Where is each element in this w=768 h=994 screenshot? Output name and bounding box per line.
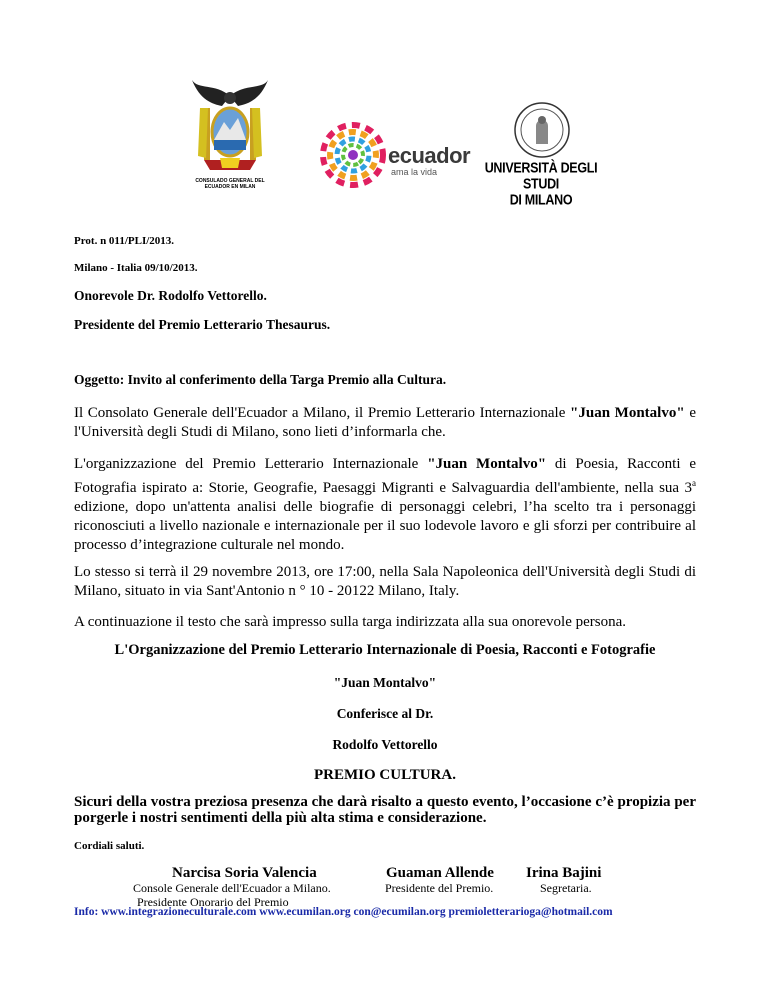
plaque-line-1: L'Organizzazione del Premio Letterario Internazionale di Poesia, Racconti e Fotografie <box>114 642 656 658</box>
plaque-line-4: Rodolfo Vettorello <box>332 737 438 752</box>
ecuador-ama-la-vida-logo <box>318 120 388 190</box>
paragraph-2 <box>74 455 696 555</box>
paragraph-3: Lo stesso si terrà il 29 novembre 2013, ore 17:00, nella Sala Napoleonica dell'Università degli Studi di Milano, situato in via Sant'Antonio n ° 10 - 20122 Milano, Italy. <box>74 564 696 599</box>
coat-of-arms-caption: CONSULADO GENERAL DEL ECUADOR EN MILAN <box>195 178 265 190</box>
signature-name-1: Narcisa Soria Valencia <box>172 865 317 881</box>
signature-role-1b: Presidente Onorario del Premio <box>137 895 289 909</box>
protocol-number: Prot. n 011/PLI/2013. <box>74 235 175 247</box>
signature-role-1: Console Generale dell'Ecuador a Milano. <box>133 881 331 895</box>
university-name-line2: DI MILANO <box>509 192 573 209</box>
paragraph-2-b: di Poesia, Racconti e Fotografia ispirato a: Storie, Geografie, Paesaggi Migranti e Salvaguardia dell'ambiente, nella sua 3 <box>74 456 696 496</box>
closing-greeting: Cordiali saluti. <box>74 840 145 852</box>
paragraph-1-a: Il Consolato Generale dell'Ecuador a Milano, il Premio Letterario Internazionale <box>74 405 571 421</box>
plaque-line-2: "Juan Montalvo" <box>333 675 437 690</box>
ecuador-logo-text: ecuador <box>388 143 471 168</box>
signature-name-3: Irina Bajini <box>526 865 602 881</box>
signature-name-2: Guaman Allende <box>386 865 494 881</box>
paragraph-2-a: L'organizzazione del Premio Letterario Internazionale <box>74 456 428 472</box>
place-date: Milano - Italia 09/10/2013. <box>74 262 198 274</box>
paragraph-1 <box>74 404 696 442</box>
paragraph-2-sup: a <box>692 478 696 488</box>
signature-role-2: Presidente del Premio. <box>385 881 494 895</box>
ecuador-logo-subtitle: ama la vida <box>391 167 438 177</box>
paragraph-2-bold: "Juan Montalvo" <box>427 456 547 472</box>
recipient-title: Presidente del Premio Letterario Thesaurus. <box>74 317 331 332</box>
university-seal-logo <box>512 100 572 160</box>
paragraph-4: A continuazione il testo che sarà impresso sulla targa indirizzata alla sua onorevole persona. <box>74 614 627 630</box>
footer-contact-info: Info: www.integrazioneculturale.com www.ecumilan.org con@ecumilan.org premioletterarioga@hotmail.com <box>74 906 613 918</box>
letter-subject: Oggetto: Invito al conferimento della Targa Premio alla Cultura. <box>74 372 447 387</box>
plaque-line-3: Conferisce al Dr. <box>336 706 434 721</box>
ecuador-coat-of-arms-logo <box>190 78 270 188</box>
signature-role-3: Segretaria. <box>540 881 592 895</box>
paragraph-1-bold: "Juan Montalvo" <box>570 405 685 421</box>
university-name-line1: UNIVERSITÀ DEGLI STUDI <box>484 159 598 193</box>
plaque-line-5: PREMIO CULTURA. <box>314 767 456 783</box>
closing-text: Sicuri della vostra preziosa presenza che darà risalto a questo evento, l’occasione c’è propizia per porgerle i nostri sentimenti della più alta stima e considerazione. <box>74 794 696 826</box>
paragraph-2-c: edizione, dopo un'attenta analisi delle biografie di personaggi celebri, l’ha scelto tra i personaggi riconosciuti a livello nazionale e internazionale per il suo lodevole lavoro e gli sforzi per contribuire al processo d’integrazione culturale nel mondo. <box>74 499 696 553</box>
paragraph-1-b: e l'Università degli Studi di Milano, sono lieti d’informarla che. <box>74 405 696 440</box>
recipient-name: Onorevole Dr. Rodolfo Vettorello. <box>74 288 267 303</box>
university-name <box>482 160 600 208</box>
